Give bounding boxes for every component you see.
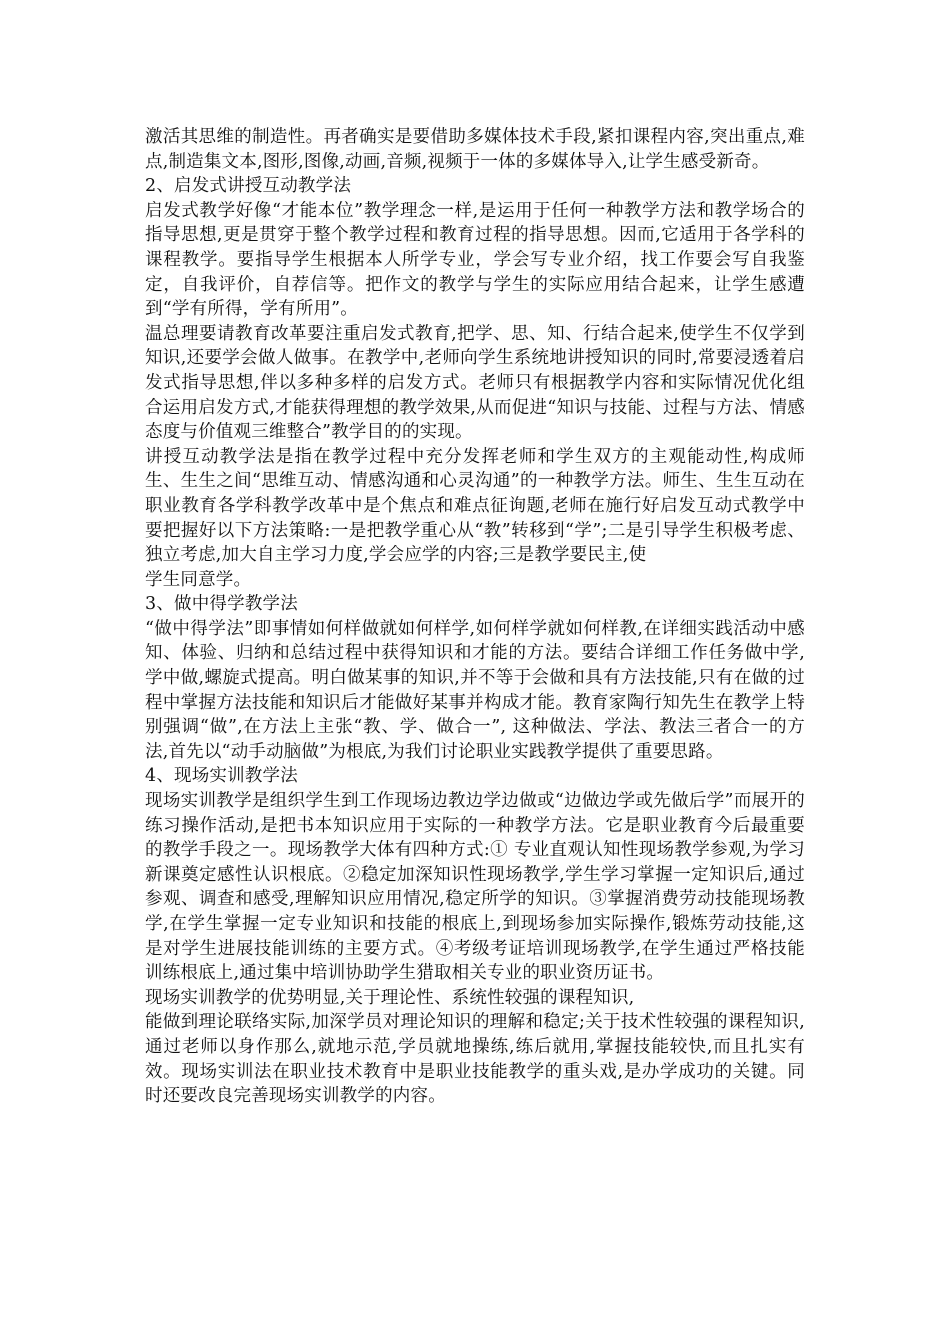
document-page bbox=[145, 125, 805, 1109]
paragraph: 启发式教学好像“才能本位”教学理念一样,是运用于任何一种教学方法和教学场合的指导思想,更是贯穿于整个教学过程和教育过程的指导思想。因而,它适用于各学科的课程教学。要指导学生根据本人所学专业，学会写专业介绍，找工作要会写自我鉴定，自我评价，自荐信等。把作文的教学与学生的实际应用结合起来，让学生感遭到“学有所得，学有所用”。 bbox=[145, 200, 805, 320]
paragraph: 现场实训教学是组织学生到工作现场边教边学边做或“边做边学或先做后学”而展开的练习操作活动,是把书本知识应用于实际的一种教学方法。它是职业教育今后最重要的教学手段之一。现场教学大体有四种方式:① 专业直观认知性现场教学参观,为学习新课奠定感性认识根底。②稳定加深知识性现场教学,学生学习掌握一定知识后,通过参观、调查和感受,理解知识应用情况,稳定所学的知识。③掌握消费劳动技能现场教学,在学生掌握一定专业知识和技能的根底上,到现场参加实际操作,锻炼劳动技能,这是对学生进展技能训练的主要方式。④考级考证培训现场教学,在学生通过严格技能训练根底上,通过集中培训协助学生猎取相关专业的职业资历证书。 bbox=[145, 791, 805, 984]
section-heading: 4、现场实训教学法 bbox=[145, 766, 298, 787]
paragraph: 讲授互动教学法是指在教学过程中充分发挥老师和学生双方的主观能动性,构成师生、生生之间“思维互动、情感沟通和心灵沟通”的一种教学方法。师生、生生互动在职业教育各学科教学改革中是个焦点和难点征询题,老师在施行好启发互动式教学中要把握好以下方法策略:一是把教学重心从“教”转移到“学”;二是引导学生积极考虑、独立考虑,加大自主学习力度,学会应学的内容;三是教学要民主,使 bbox=[145, 446, 805, 566]
paragraph: 学生同意学。 bbox=[145, 569, 252, 590]
paragraph: 激活其思维的制造性。再者确实是要借助多媒体技术手段,紧扣课程内容,突出重点,难点,制造集文本,图形,图像,动画,音频,视频于一体的多媒体导入,让学生感受新奇。 bbox=[145, 127, 805, 172]
paragraph: 温总理要请教育改革要注重启发式教育,把学、思、知、行结合起来,使学生不仅学到知识,还要学会做人做事。在教学中,老师向学生系统地讲授知识的同时,常要浸透着启发式指导思想,伴以多种多样的启发方式。老师只有根据教学内容和实际情况优化组合运用启发方式,才能获得理想的教学效果,从而促进“知识与技能、过程与方法、情感态度与价值观三维整合”教学目的的实现。 bbox=[145, 323, 805, 443]
section-heading: 3、做中得学教学法 bbox=[145, 594, 298, 615]
paragraph: 能做到理论联络实际,加深学员对理论知识的理解和稳定;关于技术性较强的课程知识,通过老师以身作那么,就地示范,学员就地操练,练后就用,掌握技能较快,而且扎实有效。现场实训法在职业技术教育中是职业技能教学的重头戏,是办学成功的关键。同时还要改良完善现场实训教学的内容。 bbox=[145, 1012, 805, 1107]
paragraph: “做中得学法”即事情如何样做就如何样学,如何样学就如何样教,在详细实践活动中感知、体验、归纳和总结过程中获得知识和才能的方法。要结合详细工作任务做中学,学中做,螺旋式提高。明白做某事的知识,并不等于会做和具有方法技能,只有在做的过程中掌握方法技能和知识后才能做好某事并构成才能。教育家陶行知先生在教学上特别强调“做”,在方法上主张“教、学、做合一”, 这种做法、学法、教法三者合一的方法,首先以“动手动脑做”为根底,为我们讨论职业实践教学提供了重要思路。 bbox=[145, 618, 805, 762]
section-heading: 2、启发式讲授互动教学法 bbox=[145, 176, 352, 197]
paragraph: 现场实训教学的优势明显,关于理论性、系统性较强的课程知识, bbox=[145, 987, 635, 1008]
